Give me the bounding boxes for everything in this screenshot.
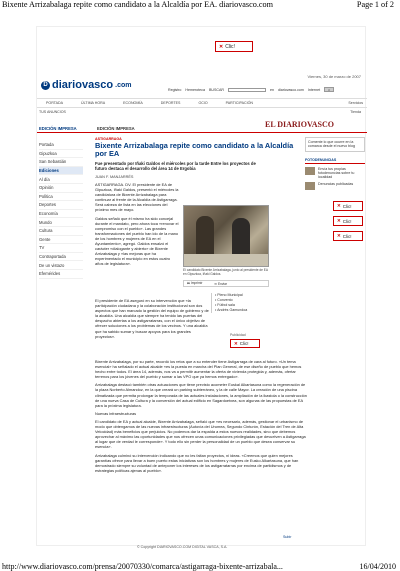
print-url: http://www.diariovasco.com/prensa/20070330/comarca/astigarraga-bixente-arrizabala... (2, 562, 283, 571)
nav-item-deportes[interactable]: DEPORTES (160, 101, 181, 105)
sub-nav-tienda[interactable]: Tienda (350, 110, 361, 114)
related-links (211, 293, 271, 313)
article-subheading: Nuevas infraestructuras (95, 410, 137, 416)
top-links (168, 87, 334, 92)
search-en-label: en (269, 87, 274, 92)
print-date: 16/04/2010 (359, 562, 396, 571)
article-paragraph: Bixente Arrizabalaga, por su parte, recordó los retos que a su entender tiene Astigarraga de cara al futuro. «Un tema esencial» ha señalado el actual alcalde «es la puesta en marcha del Plan General, de ese diseño de pueblo que hemos hecho entre todos. El área 14, además, nos va a permitir aumentar la oferta de vivienda protegida y, además, ofertar terrenos para los jóvenes del pueblo y sumar a las VPO que ya hemos entregado». (95, 359, 302, 380)
ad-x-icon: ✕ (337, 203, 341, 208)
photo-table (184, 254, 268, 266)
sidebar-item-gipuzkoa[interactable]: Gipuzkoa (39, 150, 83, 159)
fotodenuncias-item[interactable] (305, 182, 365, 190)
nav-item-ultima-hora[interactable]: ÚLTIMA HORA (81, 101, 106, 105)
ad-label: Clic! (225, 43, 235, 50)
side-ad[interactable] (333, 231, 363, 241)
sidebar-item-politica[interactable]: Política (39, 193, 83, 202)
sidebar-item-de-un-vistazo[interactable]: De un vistazo (39, 261, 83, 270)
article-paragraph: ASTIGARRAGA. DV. El presidente de EA de Gipuzkoa, Iñaki Galdos, presentó el miércoles la candidatura de Bixente Arrizabalaga para continuar al frente de la Alcaldía de Astigarraga. Será cabeza de lista en las elecciones del próximo mes de mayo. (95, 182, 179, 213)
sidebar (39, 141, 83, 279)
nav-item-participacion[interactable]: PARTICIPACIÓN (225, 101, 253, 105)
article-headline: Bixente Arrizabalaga repite como candidato a la Alcaldía por EA (95, 141, 294, 158)
sidebar-item-gente[interactable]: Gente (39, 236, 83, 245)
fotodenuncias-item[interactable] (305, 167, 365, 180)
photo-person-1 (196, 216, 214, 258)
article-body-2 (95, 295, 209, 339)
print-button[interactable]: 🖶 Imprimir (187, 280, 203, 285)
web-page (36, 26, 366, 549)
camera-thumb-icon (305, 167, 315, 175)
article-lead: Fue presentado por Iñaki Galdos el miércoles por la tarde Entre los proyectos de futuro destaca el desarrollo del área 14 de Ergobia (95, 161, 256, 171)
ad-x-icon: ✕ (337, 218, 341, 223)
sidebar-item-portada[interactable]: Portada (39, 141, 83, 150)
article-paragraph: Galdos señaló que él mismo ha sido concejal durante el mandato, pero ahora toca «renovar el compromiso con el pueblo». Las grandes transformaciones del pueblo han ido de la mano de los hombres y mujeres de EA en el Ayuntamiento», agregó. Galdos ensalzó el carácter «dialogante y abierto» de Bixente Arrizabalaga y «las mejoras que ha experimentado el municipio en estos cuatro años de legislatura». (95, 215, 179, 267)
logo-tld: .com (115, 81, 132, 89)
fotodenuncias-heading: FOTODENUNCIAS (305, 158, 365, 164)
article-tools (183, 280, 269, 287)
side-ad[interactable] (333, 201, 363, 211)
ad-label: Clic! (342, 203, 352, 209)
related-link-label: Andrés Gamundoa (217, 308, 248, 312)
sidebar-item-contraportada[interactable]: Contraportada (39, 253, 83, 262)
blog-promo[interactable]: Comente lo que ocurre en la comarca desde el nuevo blog (305, 137, 365, 152)
buscar-label: BUSCAR (208, 87, 224, 92)
send-button[interactable]: ✉ Enviar (214, 281, 228, 286)
logo-text: diariovasco (52, 79, 114, 91)
print-label: Imprimir (190, 280, 203, 285)
ad-label: Clic! (239, 341, 249, 346)
print-header (0, 0, 400, 9)
article-paragraph: Arrizabalaga destacó también otras actuaciones que tiene previsto acometer Euskal Alkartasuna como la regeneración de la plaza Norberto Almandoz, en la que creará un parking subterráneo, y la de calle Mayor. La creación de una piscina climatizada que permita prolongar la temporada de las actuales instalaciones, la ampliación de la ikastola o la construcción de una nueva Casa de Cultura y la conversión del actual edificio en Sagardoetxea, son algunas de las propuestas de EA para la próxima legislatura. (95, 382, 307, 408)
related-link-label: Pleno Municipal (217, 293, 243, 297)
sidebar-item-tv[interactable]: TV (39, 244, 83, 253)
ad-label: Clic! (342, 233, 352, 239)
ad-x-icon: ✕ (219, 43, 224, 50)
site-logo[interactable] (41, 79, 131, 91)
scope-internet-radio[interactable]: Internet (307, 87, 321, 92)
article-kicker: ASTIGARRAGA (95, 137, 122, 141)
nav-item-economia[interactable]: ECONOMÍA (123, 101, 143, 105)
sidebar-item-deportes[interactable]: Deportes (39, 201, 83, 210)
nav-item-portada[interactable]: PORTADA (46, 101, 64, 105)
camera-thumb-icon (305, 182, 315, 190)
print-page-number: Page 1 of 2 (356, 0, 394, 9)
sidebar-item-efemerides[interactable]: Efemérides (39, 270, 83, 279)
fotodenuncias-item-label: Denuncias publicadas (318, 182, 354, 187)
back-to-top-link[interactable]: Subir (283, 535, 292, 539)
article-photo[interactable] (183, 205, 269, 267)
related-link[interactable]: • Convento (215, 298, 233, 302)
nav-item-ocio[interactable]: OCIO (198, 101, 208, 105)
photo-person-2 (232, 218, 250, 258)
current-date: Viernes, 30 de marzo de 2007 (307, 74, 361, 79)
ad-label: Clic! (342, 218, 352, 224)
search-go-button[interactable]: ir (324, 87, 334, 92)
send-label: Enviar (217, 281, 228, 286)
sidebar-item-cultura[interactable]: Cultura (39, 227, 83, 236)
brand-logo: EL DIARIOVASCO (265, 120, 334, 129)
sidebar-item-mundo[interactable]: Mundo (39, 218, 83, 227)
nav-item-servicios[interactable]: Servicios (348, 101, 363, 105)
search-input[interactable] (228, 88, 266, 92)
copyright: © Copyright DIARIOVASCO.COM DIGITAL VASCA, S.A. (137, 545, 228, 549)
print-title: Bixente Arrizabalaga repite como candidato a la Alcaldía por EA. diariovasco.com (2, 0, 273, 9)
inline-ad[interactable] (230, 339, 260, 348)
hemeroteca-link[interactable]: Hemeroteca (185, 87, 205, 92)
banner-ad[interactable] (215, 41, 253, 52)
sidebar-item-al-dia[interactable]: Al día (39, 175, 83, 184)
publicidad-label: Publicidad (230, 333, 246, 337)
related-link[interactable]: • Pleno Municipal (215, 293, 243, 297)
fotodenuncias-item-label: Envía tus propias fotodenuncias sobre tu localidad (318, 166, 355, 179)
related-link[interactable]: • Andrés Gamundoa (215, 308, 248, 312)
sidebar-item-ediciones[interactable]: Ediciones (39, 167, 83, 176)
section-bar (37, 120, 367, 133)
sidebar-item-san-sebastian[interactable]: San Sebastián (39, 158, 83, 167)
sidebar-item-economia[interactable]: Economía (39, 210, 83, 219)
main-nav (37, 98, 367, 108)
side-ad[interactable] (333, 216, 363, 226)
article-body-3 (95, 356, 307, 473)
article-paragraph: El presidente de EA aseguró en su intervención que «la participación ciudadana y la colaboración institucional son dos aspectos que han marcado la gestión del equipo de gobierno y de la alcaldía. Una alcaldía que siempre ha tenido las puertas del despacho abiertas a los astigarratarras, con el único objetivo de ofrecer soluciones a los problemas de los vecinos. Y una alcaldía que ha sabido sumar y buscar apoyos para los grandes proyectos». (95, 298, 209, 339)
related-link[interactable]: • Fútbol sala (215, 303, 235, 307)
article-paragraph: El candidato de EA y actual alcalde, Bixente Arrizabalaga, señaló que «es necesario, además, gestionar el urbanismo de modo que obtengamos de las nuevas infraestructuras (Autovía del Urumea, Segundo Cinturón, Estación del Tren de Alta Velocidad) más beneficios que perjuicios. No podemos dar la espalda a estos nuevos realidades, sino que debemos aprovechar al máximo las oportunidades que nos ofrecen unas comunicaciones privilegiadas que devuelven a Astigarraga al lugar que de verdad le corresponde». Y todo ello sin perder la personalidad de un pueblo que desea conservar su esencia». (95, 418, 306, 450)
logo-mark-icon: D (41, 81, 50, 90)
section-left-title: EDICIÓN IMPRESA (39, 126, 77, 131)
sidebar-item-opinion[interactable]: Opinión (39, 184, 83, 193)
ad-x-icon: ✕ (234, 340, 238, 346)
related-link-label: Convento (217, 298, 233, 302)
ad-x-icon: ✕ (337, 233, 341, 238)
related-link-label: Fútbol sala (217, 303, 235, 307)
photo-caption: El candidato Bixente Arrizabalaga, junto al presidente de EA en Gipuzkoa, Iñaki Galdos. (183, 268, 268, 276)
right-column (305, 137, 365, 190)
registro-link[interactable]: Registro (168, 87, 182, 92)
article-paragraph: Arrizabalaga culminó su intervención indicando que no les faltan proyectos, ni ideas. «Creemos que quien mejores garantías ofrece para llevar a buen puerto estas iniciativas son los hombres y mujeres de Eusko Alkartasuna, que han demostrado siempre su voluntad de anteponer los intereses de los astigarratarras por encima de partidismos y de estrategias políticas ajenas al pueblo». (95, 452, 299, 473)
sub-nav-anuncios[interactable]: TUS ANUNCIOS (39, 110, 66, 114)
section-middle-title: EDICIÓN IMPRESA (97, 126, 135, 131)
article-byline: JUAN F. MANJARRÉS (95, 175, 134, 179)
scope-site-radio[interactable]: diariovasco.com (277, 87, 304, 92)
